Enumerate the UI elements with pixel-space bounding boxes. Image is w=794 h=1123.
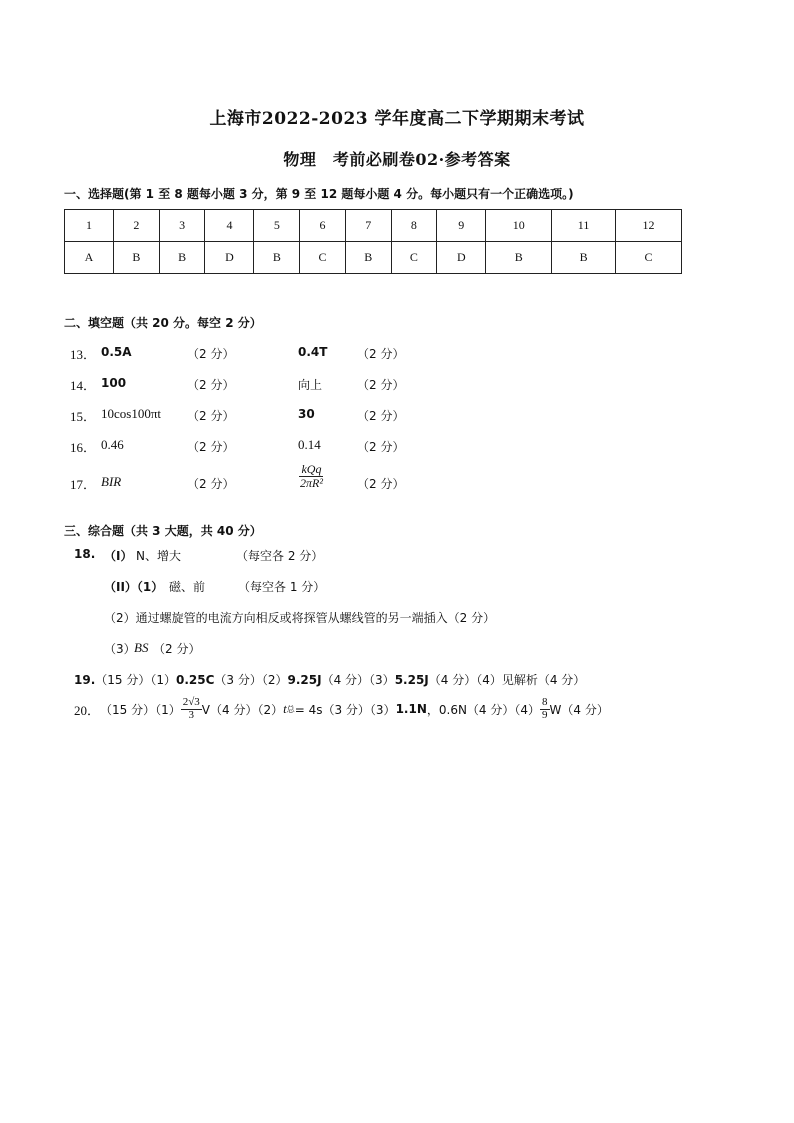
question-number: 18. — [74, 547, 96, 561]
part-label: （II）（1） — [104, 580, 164, 594]
page-title: 上海市2022-2023 学年度高二下学期期末考试 — [209, 109, 585, 129]
question-number: 5 — [254, 210, 300, 242]
fraction-8-over-9 — [540, 697, 550, 721]
score-2: （2 分） — [357, 409, 405, 423]
question-number: 9 — [437, 210, 486, 242]
q20-t-subscript: 总 — [286, 704, 295, 714]
answer-text: BS — [134, 640, 149, 655]
question-20 — [74, 697, 609, 721]
score-1: （2 分） — [187, 440, 235, 454]
q20-part: ，0.6N（4 分）（4） — [426, 702, 541, 717]
score-text: （每空各 1 分） — [238, 580, 326, 594]
answer-table-answer-row — [65, 242, 682, 274]
score-2: （2 分） — [357, 347, 405, 361]
answer-text: （2）通过螺旋管的电流方向相反或将探管从螺线管的另一端插入（2 分） — [104, 611, 496, 625]
fraction-kQq-over-2piR2 — [298, 463, 325, 489]
fraction-denominator: 3 — [188, 708, 195, 721]
answer-cell: B — [159, 242, 205, 274]
fraction-denominator: 2πR² — [300, 475, 323, 490]
answer-text: 磁、前 — [169, 580, 206, 594]
answer-1: 0.5A — [101, 345, 132, 359]
score-1: （2 分） — [187, 378, 235, 392]
page-subtitle: 物理 考前必刷卷02·参考答案 — [283, 150, 511, 169]
answer-cell: C — [300, 242, 346, 274]
answer-2: 30 — [298, 407, 315, 421]
answer-2: 0.4T — [298, 345, 328, 359]
answer-cell: B — [486, 242, 552, 274]
score-1: （2 分） — [187, 477, 235, 491]
answer-2: 0.14 — [298, 437, 321, 452]
question-number: 13． — [70, 347, 97, 362]
score-1: （2 分） — [187, 409, 235, 423]
answer-cell: D — [205, 242, 254, 274]
question-number: 6 — [300, 210, 346, 242]
question-number: 17． — [70, 477, 97, 492]
fraction-numerator: kQq — [301, 462, 322, 476]
q19-answer-2: 9.25J — [287, 673, 322, 687]
q19-part: （4 分）（4）见解析（4 分） — [428, 673, 586, 687]
section2-heading: 二、填空题（共 20 分。每空 2 分） — [64, 316, 262, 330]
score-text: （2 分） — [153, 642, 201, 656]
q20-answer: 1.1N — [395, 702, 427, 717]
answer-1: BIR — [101, 474, 122, 489]
answer-cell: B — [254, 242, 300, 274]
answer-text: N、增大 — [136, 549, 181, 563]
q20-part: W（4 分） — [549, 702, 609, 717]
answer-2: 向上 — [298, 378, 323, 392]
q20-t-symbol: t — [283, 701, 287, 717]
answer-1: 0.46 — [101, 437, 124, 452]
q19-part: （4 分）（3） — [321, 673, 395, 687]
fraction-numerator: 2√3 — [182, 696, 200, 708]
question-19 — [74, 671, 585, 688]
part-label: （3） — [104, 642, 136, 656]
answer-cell: B — [552, 242, 616, 274]
answer-1: 100 — [101, 376, 127, 390]
answer-cell: A — [65, 242, 114, 274]
score-text: （每空各 2 分） — [236, 549, 324, 563]
question-number: 10 — [486, 210, 552, 242]
score-2: （2 分） — [357, 440, 405, 454]
question-number: 8 — [391, 210, 437, 242]
q19-answer-3: 5.25J — [394, 673, 429, 687]
score-1: （2 分） — [187, 347, 235, 361]
question-number: 3 — [159, 210, 205, 242]
q20-part: V（4 分）（2） — [201, 702, 284, 717]
fraction-2sqrt3-over-3 — [181, 697, 202, 721]
section3-heading: 三、综合题（共 3 大题，共 40 分） — [64, 524, 262, 538]
answer-1: 10cos100πt — [101, 406, 162, 421]
question-number: 4 — [205, 210, 254, 242]
section1-heading: 一、选择题(第 1 至 8 题每小题 3 分，第 9 至 12 题每小题 4 分。每小题只有一个正确选项。) — [64, 187, 574, 201]
q19-part: （3 分）（2） — [214, 673, 288, 687]
question-number: 14． — [70, 378, 97, 393]
fraction-numerator: 8 — [542, 696, 548, 708]
answer-cell: C — [615, 242, 681, 274]
fraction-denominator: 9 — [542, 708, 548, 721]
q19-part: （15 分）（1） — [95, 673, 176, 687]
question-number: 19. — [74, 673, 96, 687]
answer-table — [64, 209, 682, 274]
q20-part: （15 分）（1） — [100, 702, 181, 717]
answer-cell: B — [345, 242, 391, 274]
score-2: （2 分） — [357, 477, 405, 491]
answer-cell: D — [437, 242, 486, 274]
q19-answer-1: 0.25C — [176, 673, 215, 687]
question-number: 16． — [70, 440, 97, 455]
question-number: 12 — [615, 210, 681, 242]
answer-cell: B — [114, 242, 160, 274]
answer-cell: C — [391, 242, 437, 274]
answer-table-number-row — [65, 210, 682, 242]
question-number: 11 — [552, 210, 616, 242]
score-2: （2 分） — [357, 378, 405, 392]
question-number: 1 — [65, 210, 114, 242]
question-number: 7 — [345, 210, 391, 242]
question-number: 2 — [114, 210, 160, 242]
question-number: 15． — [70, 409, 97, 424]
question-number: 20． — [74, 702, 101, 718]
part-label: （I） — [104, 549, 133, 563]
q20-part: = 4s（3 分）（3） — [294, 702, 396, 717]
